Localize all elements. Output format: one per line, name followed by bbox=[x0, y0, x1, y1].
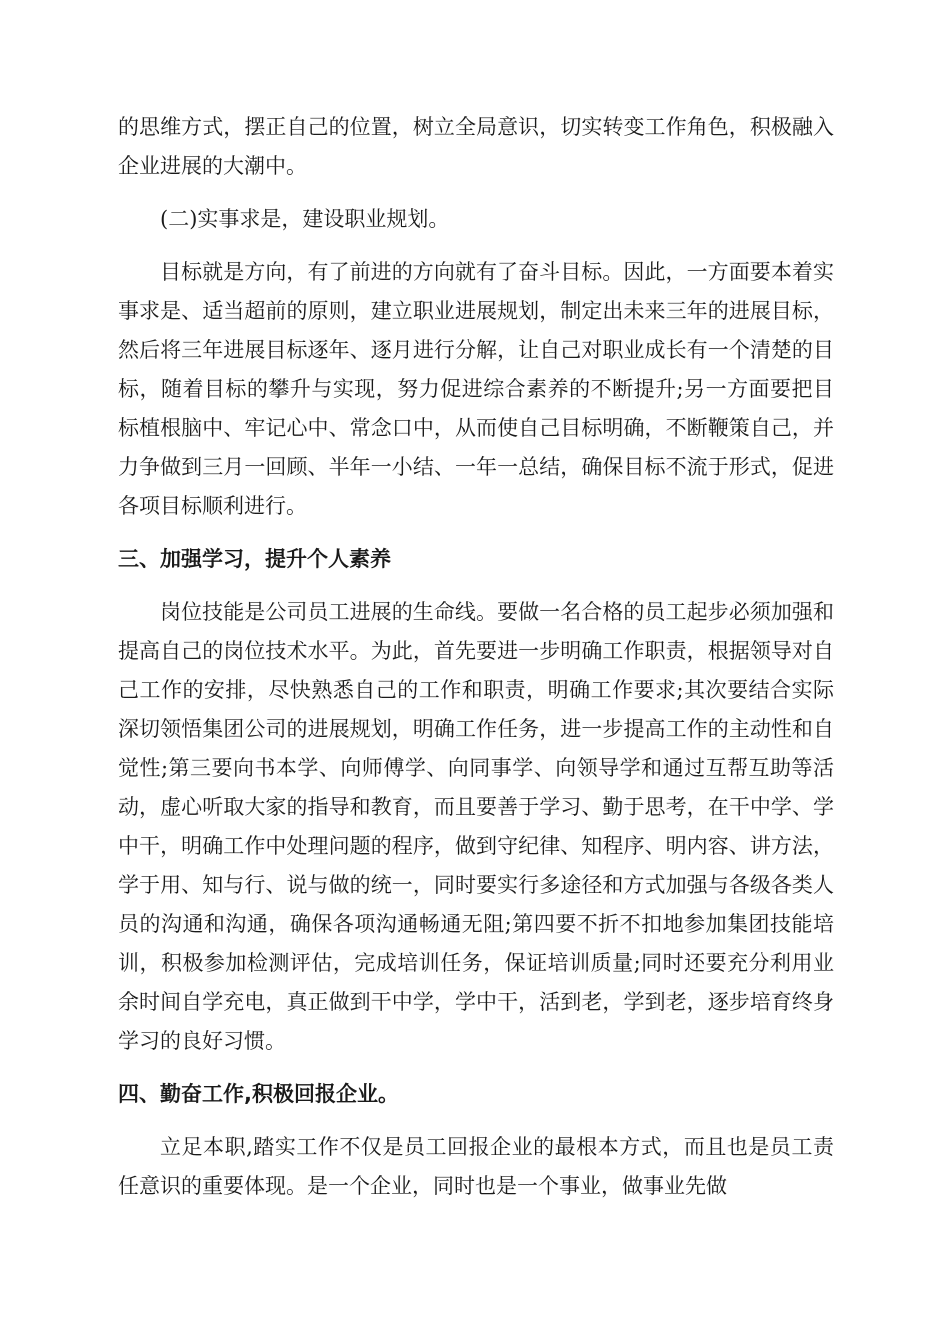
subsection-heading-career-planning: (二)实事求是，建设职业规划。 bbox=[160, 207, 450, 231]
paragraph-career-goals: 目标就是方向，有了前进的方向就有了奋斗目标。因此，一方面要本着实事求是、适当超前的原则，建立职业进展规划，制定出未来三年的进展目标，然后将三年进展目标逐年、逐月进行分解，让自己对职业成长有一个清楚的目标，随着目标的攀升与实现，努力促进综合素养的不断提升;另一方面要把目标植根脑中、牢记心中、常念口中，从而使自己目标明确，不断鞭策自己，并力争做到三月一回顾、半年一小结、一年一总结，确保目标不流于形式，促进各项目标顺利进行。 bbox=[118, 260, 834, 518]
paragraph-job-skills: 岗位技能是公司员工进展的生命线。要做一名合格的员工起步必须加强和提高自己的岗位技术水平。为此，首先要进一步明确工作职责，根据领导对自己工作的安排，尽快熟悉自己的工作和职责，明确工作要求;其次要结合实际深切领悟集团公司的进展规划，明确工作任务，进一步提高工作的主动性和自觉性;第三要向书本学、向师傅学、向同事学、向领导学和通过互帮互助等活动，虚心听取大家的指导和教育，而且要善于学习、勤于思考，在干中学、学中干，明确工作中处理问题的程序，做到守纪律、知程序、明内容、讲方法，学于用、知与行、说与做的统一，同时要实行多途径和方式加强与各级各类人员的沟通和沟通，确保各项沟通畅通无阻;第四要不折不扣地参加集团技能培训，积极参加检测评估，完成培训任务，保证培训质量;同时还要充分利用业余时间自学充电，真正做到干中学，学中干，活到老，学到老，逐步培育终身学习的良好习惯。 bbox=[118, 600, 834, 1053]
section-heading-learning: 三、加强学习，提升个人素养 bbox=[118, 547, 391, 571]
document-body bbox=[118, 108, 834, 1206]
paragraph-continuation: 的思维方式，摆正自己的位置，树立全局意识，切实转变工作角色，积极融入企业进展的大潮中。 bbox=[118, 115, 834, 178]
paragraph-repay-company: 立足本职,踏实工作不仅是员工回报企业的最根本方式，而且也是员工责任意识的重要体现。是一个企业，同时也是一个事业，做事业先做 bbox=[118, 1135, 834, 1198]
section-heading-hard-work: 四、勤奋工作,积极回报企业。 bbox=[118, 1082, 399, 1106]
